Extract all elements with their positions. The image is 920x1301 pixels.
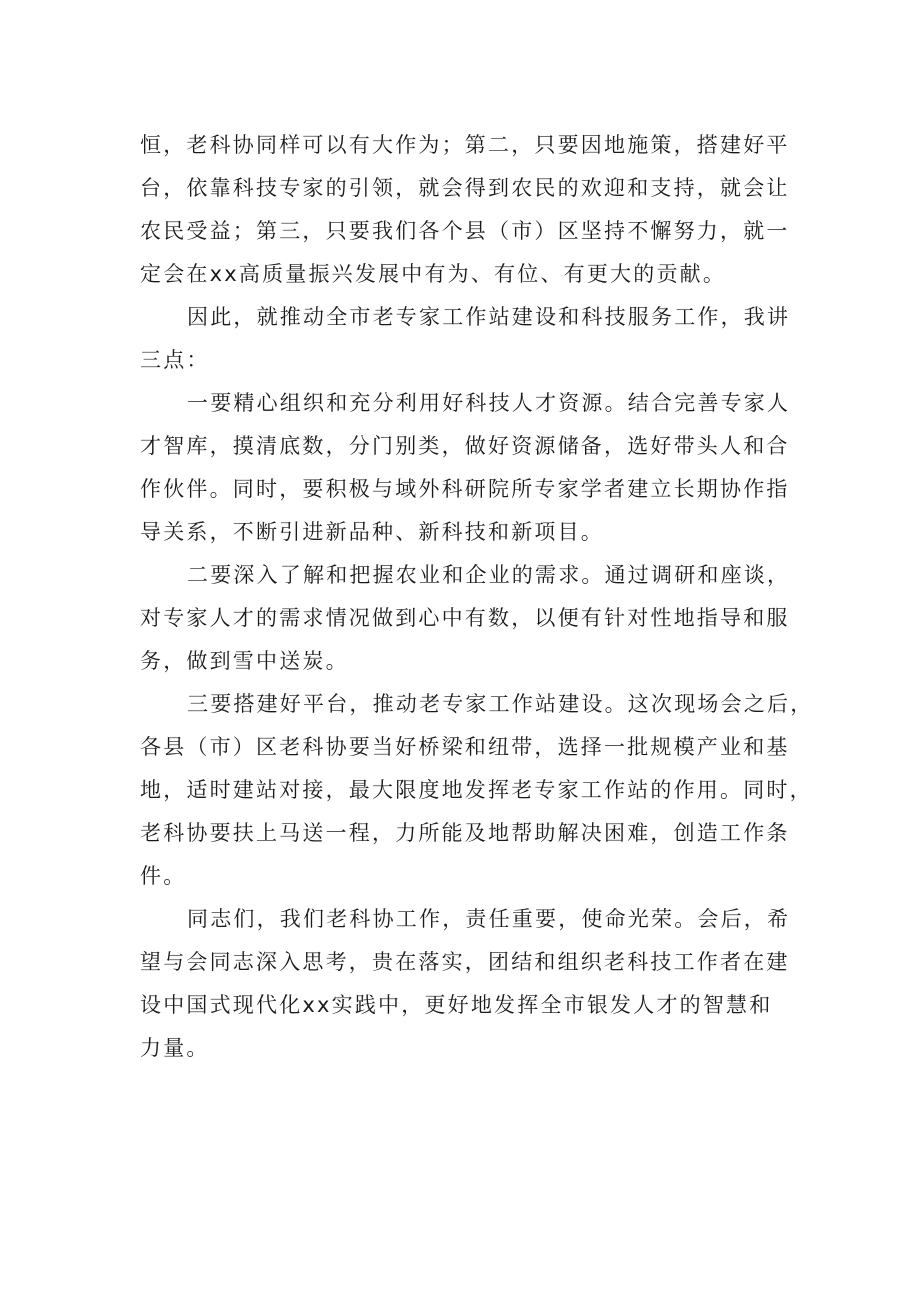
text-line: 望与会同志深入思考，贵在落实，团结和组织老科技工作者在建 xyxy=(140,950,790,974)
text-line: 台，依靠科技专家的引领，就会得到农民的欢迎和支持，就会让 xyxy=(140,176,790,200)
text-line: 地，适时建站对接，最大限度地发挥老专家工作站的作用。同时， xyxy=(140,778,813,802)
text-line: 设中国式现代化xx实践中，更好地发挥全市银发人才的智慧和 xyxy=(140,993,773,1017)
text-line: 各县（市）区老科协要当好桥梁和纽带，选择一批规模产业和基 xyxy=(140,735,790,759)
paragraph-1 xyxy=(140,124,788,296)
text-line: 才智库，摸清底数，分门别类，做好资源储备，选好带头人和合 xyxy=(140,434,790,458)
text-line: 因此，就推动全市老专家工作站建设和科技服务工作，我讲 xyxy=(187,305,791,329)
text-line: 一要精心组织和充分利用好科技人才资源。结合完善专家人 xyxy=(187,391,791,415)
document-body xyxy=(140,124,814,1070)
text-line: 定会在xx高质量振兴发展中有为、有位、有更大的贡献。 xyxy=(140,262,727,286)
paragraph-4 xyxy=(140,554,791,683)
text-line: 件。 xyxy=(140,864,187,888)
text-line: 务，做到雪中送炭。 xyxy=(140,649,349,673)
text-line: 三要搭建好平台，推动老专家工作站建设。这次现场会之后， xyxy=(187,692,814,716)
paragraph-5 xyxy=(140,683,814,898)
text-line: 对专家人才的需求情况做到心中有数，以便有针对性地指导和服 xyxy=(140,606,790,630)
text-line: 三点： xyxy=(140,348,210,372)
text-line: 导关系，不断引进新品种、新科技和新项目。 xyxy=(140,520,604,544)
paragraph-3 xyxy=(140,382,791,554)
text-line: 二要深入了解和把握农业和企业的需求。通过调研和座谈， xyxy=(187,563,791,587)
text-line: 同志们，我们老科协工作，责任重要，使命光荣。会后，希 xyxy=(187,907,791,931)
paragraph-2 xyxy=(140,296,791,382)
paragraph-6 xyxy=(140,898,791,1070)
text-line: 老科协要扶上马送一程，力所能及地帮助解决困难，创造工作条 xyxy=(140,821,790,845)
text-line: 力量。 xyxy=(140,1036,210,1060)
text-line: 农民受益；第三，只要我们各个县（市）区坚持不懈努力，就一 xyxy=(140,219,790,243)
text-line: 作伙伴。同时，要积极与域外科研院所专家学者建立长期协作指 xyxy=(140,477,790,501)
text-line: 恒，老科协同样可以有大作为；第二，只要因地施策，搭建好平 xyxy=(140,133,790,157)
